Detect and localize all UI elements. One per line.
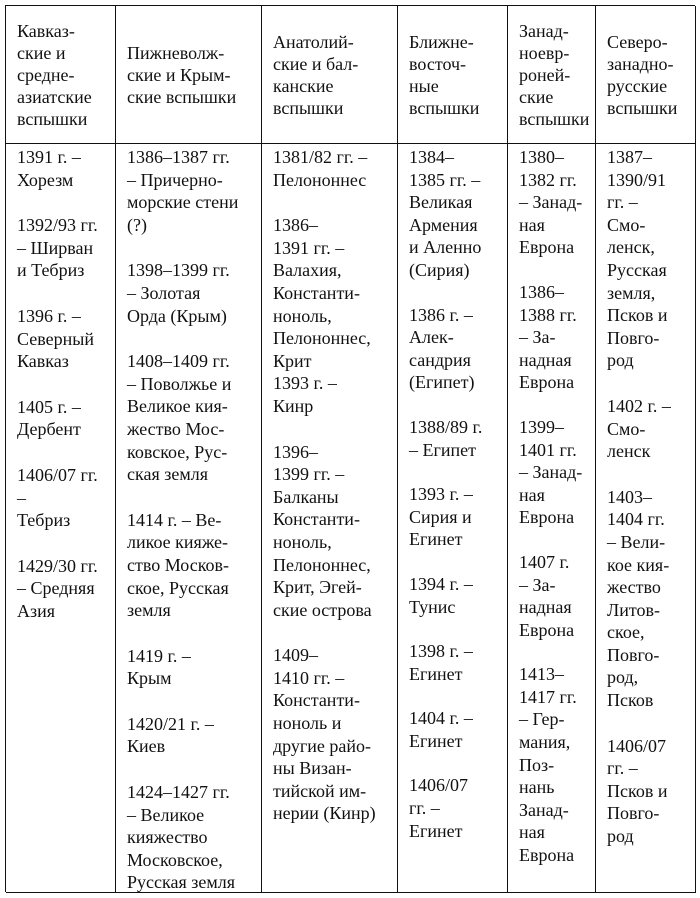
outbreak-entry: 1405 г. – Дербент: [17, 396, 81, 440]
outbreak-entry: 1394 г. – Тунис: [409, 573, 473, 617]
outbreak-entry: 1386– 1391 гг. – Валахия, Константи- ноноль, Пелононнес, Крит 1393 г. – Кинр: [273, 215, 371, 416]
column-cell-6: [596, 144, 696, 893]
outbreak-entry: 1391 г. – Хорезм: [17, 147, 81, 190]
outbreak-entry: 1409– 1410 гг. – Константи- ноноль и другие райо- ны Визан- тийской им- нерии (Кинр): [273, 645, 376, 824]
outbreak-entry: 1387– 1390/91 гг. – Смо- ленск, Русская земля, Псков и Повго- род: [607, 147, 668, 371]
header-label: Кавказ- ские и средне- азиатские вспышки: [17, 20, 92, 129]
outbreak-entry: 1429/30 гг. – Средняя Азия: [17, 555, 98, 621]
outbreak-entry: 1399– 1401 гг. – Занад- ная Еврона: [519, 416, 583, 528]
outbreaks-table: [5, 5, 695, 892]
header-label: Анатолий- ские и бал- канские вспышки: [273, 31, 359, 118]
outbreak-entry: 1406/07 гг. – Егинет: [409, 775, 469, 841]
outbreak-entry: 1406/07 гг. – Псков и Повго- род: [607, 735, 668, 847]
outbreak-entry: 1414 г. – Ве- ликое кияже- ство Москов- ское, Русская земля: [127, 509, 230, 621]
outbreak-entry: 1386–1387 гг. – Причерно- морские стени (?): [127, 147, 239, 235]
column-header-1: [6, 6, 116, 144]
column-header-4: [398, 6, 508, 144]
column-cell-2: [116, 144, 262, 893]
outbreak-entry: 1407 г. – За- надная Еврона: [519, 551, 575, 640]
outbreak-entry: 1420/21 г. – Киев: [127, 713, 214, 757]
outbreak-entry: 1398 г. – Егинет: [409, 641, 473, 684]
header-label: Пижневолж- ские и Крым- ские вспышки: [127, 42, 237, 107]
outbreak-entry: 1393 г. – Сирия и Егинет: [409, 484, 473, 550]
outbreak-entry: 1381/82 гг. – Пелононнес: [273, 147, 368, 190]
outbreak-entry: 1396– 1399 гг. – Балканы Константи- ноноль, Пелононнес, Крит, Эгей- ские острова: [273, 441, 372, 620]
outbreak-entry: 1424–1427 гг. – Великое кияжество Московское, Русская земля: [127, 782, 235, 893]
header-label: Ближне- восточ- ные вспышки: [409, 31, 480, 118]
column-cell-3: [262, 144, 398, 893]
column-header-3: [262, 6, 398, 144]
outbreak-entry: 1392/93 гг. – Ширван и Тебриз: [17, 215, 98, 281]
outbreak-entry: 1402 г. – Смо- ленск: [607, 395, 671, 462]
column-header-5: [508, 6, 596, 144]
column-cell-4: [398, 144, 508, 893]
outbreak-entry: 1386– 1388 гг. – За- надная Еврона: [519, 281, 577, 393]
outbreak-entry: 1384– 1385 гг. – Великая Армения и Аленно (Сирия): [409, 147, 482, 280]
column-cell-5: [508, 144, 596, 893]
outbreak-entry: 1406/07 гг. – Тебриз: [17, 464, 98, 531]
outbreak-entry: 1413– 1417 гг. – Гер- мания, Поз- нань Занад- ная Еврона: [519, 664, 577, 866]
outbreak-entry: 1408–1409 гг. – Поволжье и Великое кия- жество Мос- ковское, Рус- ская земля: [127, 351, 232, 485]
outbreak-entry: 1403– 1404 гг. – Вели- кое кия- жество Литов- ское, Повго- род, Псков: [607, 486, 670, 711]
column-cell-1: [6, 144, 116, 893]
header-label: Занад- ноевр- роней- ские вспышки: [519, 20, 590, 129]
outbreak-entry: 1419 г. – Крым: [127, 645, 191, 689]
outbreak-entry: 1404 г. – Егинет: [409, 708, 473, 751]
outbreak-entry: 1388/89 г. – Египет: [409, 416, 483, 460]
outbreak-entry: 1396 г. – Северный Кавказ: [17, 305, 94, 372]
outbreak-entry: 1386 г. – Алек- сандрия (Египет): [409, 304, 475, 393]
column-header-6: [596, 6, 696, 144]
outbreak-entry: 1398–1399 гг. – Золотая Орда (Крым): [127, 260, 230, 326]
column-header-2: [116, 6, 262, 144]
outbreak-entry: 1380– 1382 гг. – Занад- ная Еврона: [519, 147, 583, 258]
header-label: Северо- занадно- русские вспышки: [607, 31, 678, 118]
